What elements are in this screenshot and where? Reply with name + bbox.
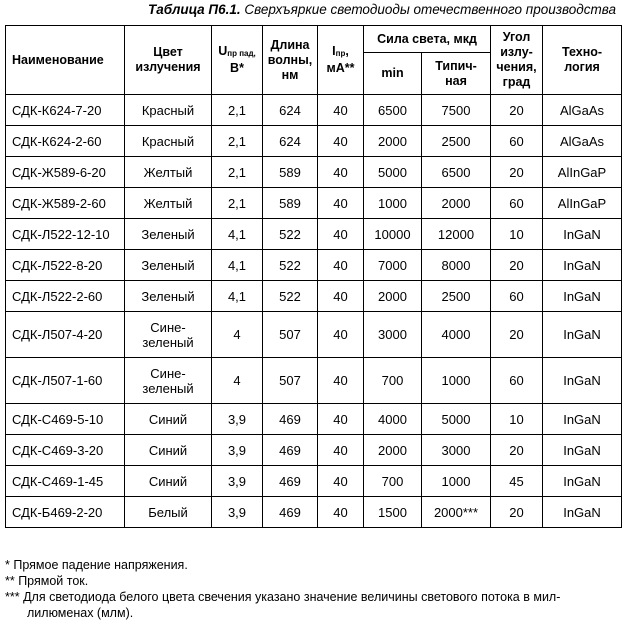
table-row xyxy=(6,157,622,188)
table-row xyxy=(6,126,622,157)
cell-angle: 45 xyxy=(491,466,543,497)
header-name: Наименование xyxy=(6,26,125,95)
cell-angle: 60 xyxy=(491,188,543,219)
cell-wavelength: 624 xyxy=(263,126,318,157)
cell-wavelength: 624 xyxy=(263,95,318,126)
cell-lum-typ: 2000*** xyxy=(422,497,491,528)
cell-lum-min: 700 xyxy=(364,358,422,404)
cell-angle: 20 xyxy=(491,312,543,358)
cell-wavelength: 522 xyxy=(263,219,318,250)
led-table xyxy=(5,25,622,528)
cell-technology: AlGaAs xyxy=(543,126,622,157)
cell-technology: InGaN xyxy=(543,219,622,250)
cell-technology: InGaN xyxy=(543,281,622,312)
table-caption xyxy=(0,2,616,17)
cell-technology: InGaN xyxy=(543,404,622,435)
cell-lum-typ: 3000 xyxy=(422,435,491,466)
header-lum-min: min xyxy=(364,53,422,95)
cell-color: Сине- зеленый xyxy=(125,358,212,404)
cell-color: Зеленый xyxy=(125,281,212,312)
cell-lum-typ: 2500 xyxy=(422,126,491,157)
cell-current: 40 xyxy=(318,312,364,358)
cell-name: СДК-Л522-2-60 xyxy=(6,281,125,312)
footnote-3-cont: лилюменах (млм). xyxy=(27,606,134,620)
cell-technology: AlInGaP xyxy=(543,157,622,188)
cell-wavelength: 469 xyxy=(263,497,318,528)
cell-wavelength: 522 xyxy=(263,250,318,281)
cell-current: 40 xyxy=(318,219,364,250)
cell-color: Белый xyxy=(125,497,212,528)
cell-wavelength: 507 xyxy=(263,312,318,358)
cell-current: 40 xyxy=(318,358,364,404)
cell-lum-min: 1500 xyxy=(364,497,422,528)
cell-angle: 60 xyxy=(491,281,543,312)
cell-technology: InGaN xyxy=(543,250,622,281)
cell-name: СДК-С469-5-10 xyxy=(6,404,125,435)
footnote-3: *** Для светодиода белого цвета свечения указано значение величины светового потока в мил- xyxy=(5,590,561,604)
header-angle: Угол излу- чения, град xyxy=(491,26,543,95)
table-row xyxy=(6,281,622,312)
header-luminous-intensity: Сила света, мкд xyxy=(364,26,491,53)
cell-lum-typ: 4000 xyxy=(422,312,491,358)
cell-current: 40 xyxy=(318,126,364,157)
caption-text: Сверхъяркие светодиоды отечественного производства xyxy=(244,2,616,17)
cell-current: 40 xyxy=(318,435,364,466)
cell-voltage: 4,1 xyxy=(212,281,263,312)
table-row xyxy=(6,312,622,358)
table-row xyxy=(6,358,622,404)
cell-current: 40 xyxy=(318,157,364,188)
cell-wavelength: 589 xyxy=(263,157,318,188)
cell-lum-min: 700 xyxy=(364,466,422,497)
cell-name: СДК-К624-7-20 xyxy=(6,95,125,126)
footnotes xyxy=(5,557,621,621)
cell-lum-typ: 7500 xyxy=(422,95,491,126)
cell-angle: 10 xyxy=(491,219,543,250)
cell-angle: 60 xyxy=(491,126,543,157)
cell-lum-typ: 8000 xyxy=(422,250,491,281)
cell-name: СДК-С469-3-20 xyxy=(6,435,125,466)
cell-color: Зеленый xyxy=(125,219,212,250)
cell-lum-min: 5000 xyxy=(364,157,422,188)
cell-color: Красный xyxy=(125,95,212,126)
cell-name: СДК-Б469-2-20 xyxy=(6,497,125,528)
cell-color: Желтый xyxy=(125,188,212,219)
cell-lum-min: 3000 xyxy=(364,312,422,358)
header-lum-typ: Типич- ная xyxy=(422,53,491,95)
footnote-1: * Прямое падение напряжения. xyxy=(5,558,188,572)
cell-voltage: 2,1 xyxy=(212,157,263,188)
table-row xyxy=(6,188,622,219)
cell-technology: AlGaAs xyxy=(543,95,622,126)
caption-label: Таблица П6.1. xyxy=(148,2,241,17)
cell-lum-typ: 12000 xyxy=(422,219,491,250)
cell-voltage: 4,1 xyxy=(212,250,263,281)
cell-voltage: 2,1 xyxy=(212,95,263,126)
cell-angle: 60 xyxy=(491,358,543,404)
cell-angle: 20 xyxy=(491,497,543,528)
header-current: $I_{пр}$, мА** xyxy=(318,26,364,95)
cell-lum-min: 1000 xyxy=(364,188,422,219)
cell-color: Красный xyxy=(125,126,212,157)
cell-current: 40 xyxy=(318,188,364,219)
cell-angle: 20 xyxy=(491,95,543,126)
cell-color: Синий xyxy=(125,435,212,466)
cell-lum-typ: 2000 xyxy=(422,188,491,219)
cell-color: Сине- зеленый xyxy=(125,312,212,358)
table-row xyxy=(6,497,622,528)
cell-lum-typ: 5000 xyxy=(422,404,491,435)
cell-technology: InGaN xyxy=(543,497,622,528)
cell-angle: 10 xyxy=(491,404,543,435)
cell-name: СДК-К624-2-60 xyxy=(6,126,125,157)
cell-name: СДК-Ж589-2-60 xyxy=(6,188,125,219)
header-wavelength: Длина волны, нм xyxy=(263,26,318,95)
header-voltage: $U_{пр пад,}$ В* xyxy=(212,26,263,95)
cell-name: СДК-Л522-12-10 xyxy=(6,219,125,250)
cell-wavelength: 469 xyxy=(263,404,318,435)
table-row xyxy=(6,435,622,466)
cell-lum-min: 6500 xyxy=(364,95,422,126)
cell-wavelength: 507 xyxy=(263,358,318,404)
cell-lum-min: 2000 xyxy=(364,281,422,312)
cell-color: Синий xyxy=(125,466,212,497)
cell-lum-typ: 6500 xyxy=(422,157,491,188)
cell-lum-min: 4000 xyxy=(364,404,422,435)
cell-current: 40 xyxy=(318,497,364,528)
cell-voltage: 3,9 xyxy=(212,404,263,435)
cell-lum-min: 10000 xyxy=(364,219,422,250)
cell-name: СДК-Л522-8-20 xyxy=(6,250,125,281)
cell-name: СДК-Л507-1-60 xyxy=(6,358,125,404)
cell-angle: 20 xyxy=(491,250,543,281)
cell-color: Синий xyxy=(125,404,212,435)
cell-wavelength: 589 xyxy=(263,188,318,219)
cell-wavelength: 522 xyxy=(263,281,318,312)
cell-angle: 20 xyxy=(491,157,543,188)
table-row xyxy=(6,250,622,281)
cell-name: СДК-С469-1-45 xyxy=(6,466,125,497)
cell-lum-typ: 1000 xyxy=(422,466,491,497)
cell-lum-typ: 2500 xyxy=(422,281,491,312)
cell-name: СДК-Л507-4-20 xyxy=(6,312,125,358)
table-row xyxy=(6,219,622,250)
cell-current: 40 xyxy=(318,250,364,281)
cell-voltage: 4,1 xyxy=(212,219,263,250)
header-technology: Техно- логия xyxy=(543,26,622,95)
table-row xyxy=(6,404,622,435)
cell-voltage: 3,9 xyxy=(212,435,263,466)
cell-lum-min: 2000 xyxy=(364,126,422,157)
cell-angle: 20 xyxy=(491,435,543,466)
cell-technology: InGaN xyxy=(543,312,622,358)
cell-current: 40 xyxy=(318,466,364,497)
cell-technology: InGaN xyxy=(543,466,622,497)
cell-current: 40 xyxy=(318,95,364,126)
header-color: Цвет излучения xyxy=(125,26,212,95)
cell-lum-min: 2000 xyxy=(364,435,422,466)
cell-color: Желтый xyxy=(125,157,212,188)
cell-current: 40 xyxy=(318,281,364,312)
cell-current: 40 xyxy=(318,404,364,435)
cell-lum-typ: 1000 xyxy=(422,358,491,404)
cell-color: Зеленый xyxy=(125,250,212,281)
table-row xyxy=(6,466,622,497)
cell-voltage: 3,9 xyxy=(212,497,263,528)
cell-voltage: 2,1 xyxy=(212,126,263,157)
table-row xyxy=(6,95,622,126)
cell-wavelength: 469 xyxy=(263,466,318,497)
cell-technology: AlInGaP xyxy=(543,188,622,219)
cell-voltage: 2,1 xyxy=(212,188,263,219)
cell-voltage: 4 xyxy=(212,312,263,358)
cell-voltage: 3,9 xyxy=(212,466,263,497)
cell-wavelength: 469 xyxy=(263,435,318,466)
cell-voltage: 4 xyxy=(212,358,263,404)
cell-name: СДК-Ж589-6-20 xyxy=(6,157,125,188)
cell-technology: InGaN xyxy=(543,435,622,466)
cell-lum-min: 7000 xyxy=(364,250,422,281)
footnote-2: ** Прямой ток. xyxy=(5,574,89,588)
cell-technology: InGaN xyxy=(543,358,622,404)
